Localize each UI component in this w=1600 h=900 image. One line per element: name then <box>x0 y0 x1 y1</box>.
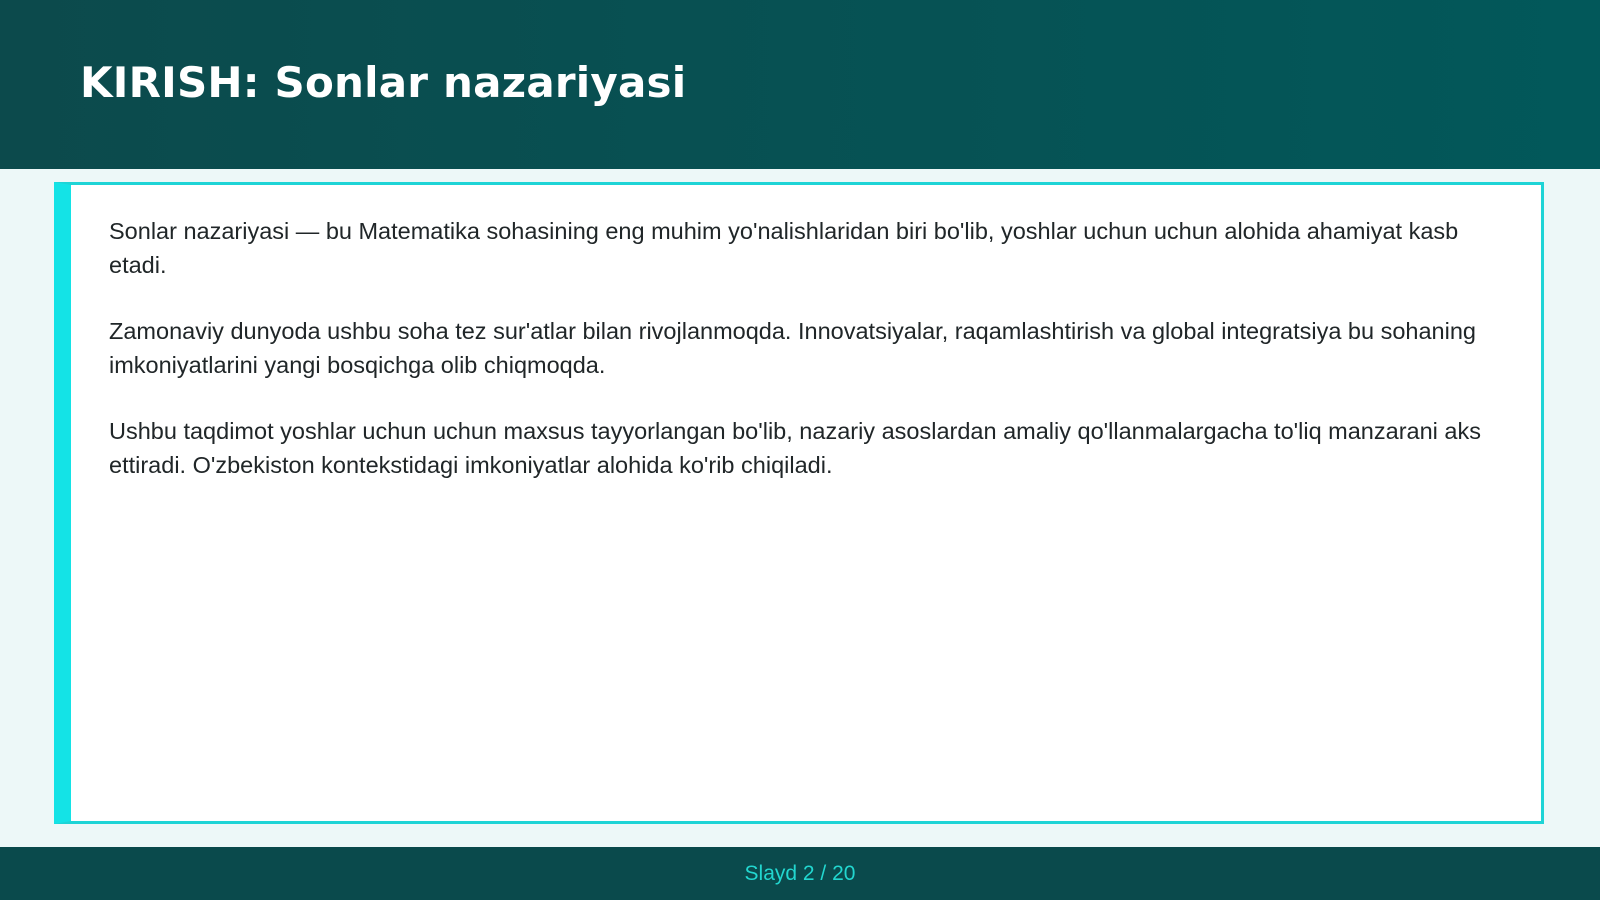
slide-title: KIRISH: Sonlar nazariyasi <box>80 58 687 107</box>
presentation-purpose-paragraph: Ushbu taqdimot yoshlar uchun uchun maxsus tayyorlangan bo'lib, nazariy asoslardan amaliy qo'llanmalargacha to'liq manzarani aks ettiradi. O'zbekiston kontekstidagi imkoniyatlar alohida ko'rib chiqiladi. <box>109 418 1481 478</box>
content-card <box>54 182 1544 824</box>
intro-paragraph: Sonlar nazariyasi — bu Matematika sohasining eng muhim yo'nalishlaridan biri bo'lib, yoshlar uchun uchun alohida ahamiyat kasb etadi. <box>109 218 1459 278</box>
slide-counter: Slayd 2 / 20 <box>744 862 856 885</box>
modern-world-paragraph: Zamonaviy dunyoda ushbu soha tez sur'atlar bilan rivojlanmoqda. Innovatsiyalar, raqamlashtirish va global integratsiya bu sohaning imkoniyatlarini yangi bosqichga olib chiqmoqda. <box>109 318 1476 378</box>
slide-header <box>0 0 1600 169</box>
slide-footer <box>0 847 1600 900</box>
